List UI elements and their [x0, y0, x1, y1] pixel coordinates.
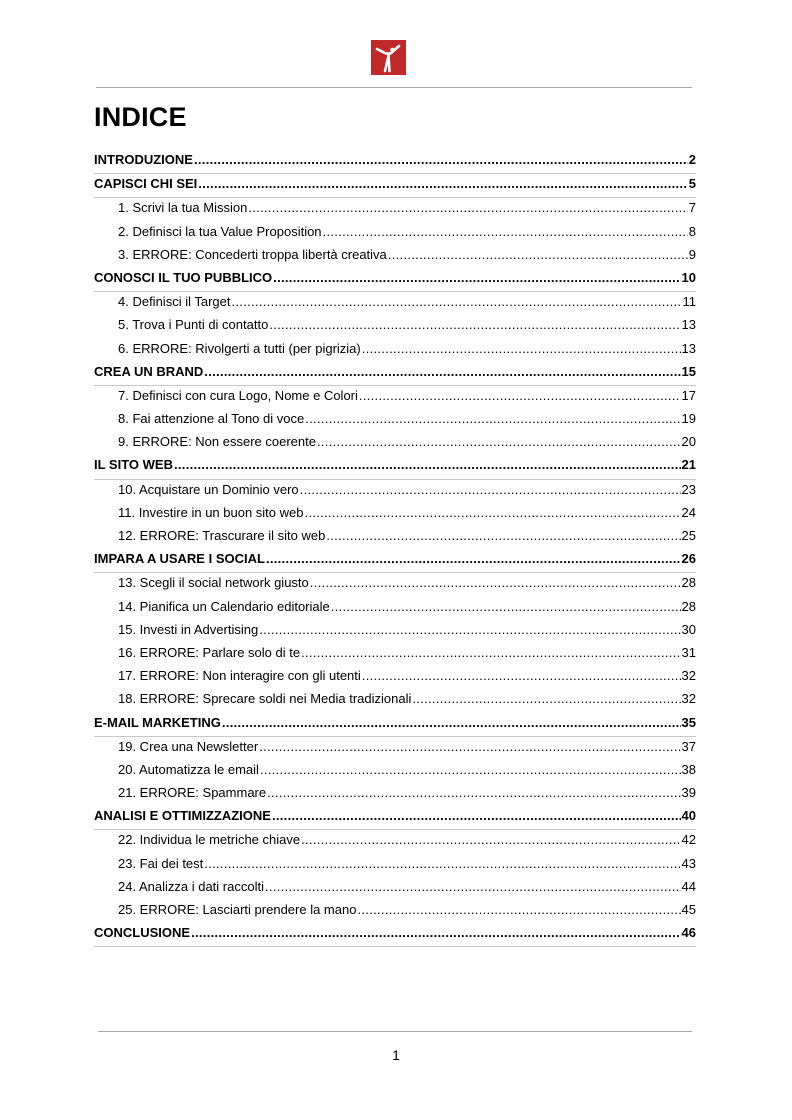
toc-dot-leader	[310, 573, 681, 593]
toc-chapter-entry[interactable]	[94, 923, 696, 947]
toc-section-entry[interactable]	[94, 573, 696, 596]
toc-entry-label: CONCLUSIONE	[94, 925, 191, 941]
toc-entry-label: 16. ERRORE: Parlare solo di te	[118, 644, 301, 660]
toc-entry-page-number: 2	[688, 152, 696, 167]
toc-entry-page-number: 26	[681, 551, 696, 567]
toc-entry-page-number: 28	[681, 575, 696, 591]
toc-dot-leader	[191, 923, 680, 943]
toc-chapter-entry[interactable]	[94, 806, 696, 830]
toc-entry-label: IL SITO WEB	[94, 457, 173, 473]
toc-entry-label: 2. Definisci la tua Value Proposition	[118, 223, 322, 239]
toc-section-entry[interactable]	[94, 339, 696, 362]
toc-section-entry[interactable]	[94, 292, 696, 315]
toc-entry-label: 10. Acquistare un Dominio vero	[118, 481, 299, 497]
toc-entry-label: CREA UN BRAND	[94, 363, 204, 379]
toc-entry-page-number: 32	[681, 691, 696, 707]
toc-entry-page-number: 30	[681, 621, 696, 637]
toc-section-entry[interactable]	[94, 409, 696, 432]
toc-entry-page-number: 38	[681, 761, 696, 777]
toc-entry-page-number: 43	[681, 855, 696, 871]
toc-section-entry[interactable]	[94, 503, 696, 526]
toc-section-entry[interactable]	[94, 480, 696, 503]
toc-entry-page-number: 42	[681, 832, 696, 848]
toc-entry-page-number: 5	[688, 176, 696, 192]
toc-entry-label: 4. Definisci il Target	[118, 294, 231, 310]
toc-dot-leader	[301, 830, 680, 850]
toc-entry-page-number: 24	[681, 504, 696, 520]
toc-entry-label: INTRODUZIONE	[94, 152, 193, 167]
toc-dot-leader	[301, 643, 680, 663]
toc-dot-leader	[260, 760, 681, 780]
toc-chapter-entry[interactable]	[94, 549, 696, 573]
toc-entry-label: 20. Automatizza le email	[118, 761, 259, 777]
toc-dot-leader	[272, 806, 681, 826]
toc-entry-label: 15. Investi in Advertising	[118, 621, 259, 637]
toc-dot-leader	[204, 362, 680, 382]
toc-dot-leader	[362, 339, 681, 359]
toc-entry-label: 13. Scegli il social network giusto	[118, 575, 309, 591]
toc-entry-label: 8. Fai attenzione al Tono di voce	[118, 411, 305, 427]
toc-section-entry[interactable]	[94, 900, 696, 923]
toc-dot-leader	[248, 198, 687, 218]
toc-entry-page-number: 44	[681, 878, 696, 894]
toc-dot-leader	[362, 666, 681, 686]
toc-entry-label: E-MAIL MARKETING	[94, 714, 221, 730]
toc-dot-leader	[359, 386, 681, 406]
toc-entry-page-number: 40	[681, 808, 696, 824]
toc-section-entry[interactable]	[94, 830, 696, 853]
page-title: INDICE	[94, 102, 187, 132]
toc-entry-label: 23. Fai dei test	[118, 855, 204, 871]
toc-dot-leader	[231, 292, 681, 312]
person-arms-raised-icon	[371, 40, 406, 75]
toc-dot-leader	[174, 455, 681, 475]
toc-section-entry[interactable]	[94, 432, 696, 455]
toc-entry-page-number: 8	[688, 223, 696, 239]
page-number: 1	[392, 1047, 400, 1063]
toc-entry-page-number: 15	[681, 363, 696, 379]
toc-section-entry[interactable]	[94, 666, 696, 689]
toc-section-entry[interactable]	[94, 245, 696, 268]
toc-entry-page-number: 28	[681, 598, 696, 614]
toc-dot-leader	[305, 409, 680, 429]
toc-section-entry[interactable]	[94, 386, 696, 409]
toc-section-entry[interactable]	[94, 315, 696, 338]
toc-chapter-entry[interactable]	[94, 150, 696, 174]
toc-section-entry[interactable]	[94, 877, 696, 900]
toc-entry-page-number: 21	[681, 457, 696, 473]
toc-entry-label: 9. ERRORE: Non essere coerente	[118, 434, 316, 450]
toc-entry-label: 19. Crea una Newsletter	[118, 738, 259, 754]
toc-chapter-entry[interactable]	[94, 268, 696, 292]
toc-dot-leader	[222, 713, 681, 733]
toc-entry-page-number: 23	[681, 481, 696, 497]
toc-dot-leader	[266, 549, 681, 569]
toc-entry-page-number: 46	[681, 925, 696, 941]
toc-entry-label: 21. ERRORE: Spammare	[118, 785, 267, 801]
toc-entry-page-number: 17	[681, 387, 696, 403]
toc-entry-label: ANALISI E OTTIMIZZAZIONE	[94, 808, 271, 824]
toc-section-entry[interactable]	[94, 643, 696, 666]
toc-dot-leader	[305, 503, 681, 523]
toc-chapter-entry[interactable]	[94, 713, 696, 737]
toc-dot-leader	[259, 620, 680, 640]
toc-entry-page-number: 19	[681, 411, 696, 427]
footer-divider	[98, 1031, 692, 1032]
toc-dot-leader	[265, 877, 681, 897]
toc-dot-leader	[198, 174, 687, 194]
toc-entry-page-number: 37	[681, 738, 696, 754]
toc-entry-page-number: 9	[688, 246, 696, 262]
toc-section-entry[interactable]	[94, 854, 696, 877]
toc-dot-leader	[357, 900, 680, 920]
toc-section-entry[interactable]	[94, 783, 696, 806]
toc-entry-page-number: 35	[681, 714, 696, 730]
toc-entry-label: 6. ERRORE: Rivolgerti a tutti (per pigrizia)	[118, 340, 361, 356]
toc-dot-leader	[388, 245, 688, 265]
toc-entry-page-number: 20	[681, 434, 696, 450]
logo	[371, 40, 406, 75]
toc-dot-leader	[331, 597, 681, 617]
toc-dot-leader	[204, 854, 680, 874]
toc-section-entry[interactable]	[94, 689, 696, 712]
toc-entry-label: 7. Definisci con cura Logo, Nome e Colori	[118, 387, 358, 403]
toc-section-entry[interactable]	[94, 620, 696, 643]
toc-dot-leader	[300, 480, 681, 500]
toc-section-entry[interactable]	[94, 198, 696, 221]
toc-section-entry[interactable]	[94, 526, 696, 549]
toc-entry-page-number: 32	[681, 668, 696, 684]
toc-chapter-entry[interactable]	[94, 455, 696, 479]
toc-dot-leader	[326, 526, 680, 546]
toc-dot-leader	[317, 432, 681, 452]
toc-dot-leader	[269, 315, 680, 335]
toc-entry-label: 24. Analizza i dati raccolti	[118, 878, 264, 894]
toc-section-entry[interactable]	[94, 222, 696, 245]
toc-section-entry[interactable]	[94, 737, 696, 760]
toc-entry-page-number: 13	[681, 317, 696, 333]
toc-dot-leader	[267, 783, 680, 803]
toc-entry-page-number: 10	[681, 269, 696, 285]
toc-entry-label: 25. ERRORE: Lasciarti prendere la mano	[118, 902, 357, 917]
toc-dot-leader	[412, 689, 680, 709]
toc-dot-leader	[259, 737, 680, 757]
toc-entry-label: 17. ERRORE: Non interagire con gli utenti	[118, 668, 361, 684]
toc-entry-page-number: 31	[681, 644, 696, 660]
toc-entry-page-number: 11	[682, 294, 696, 310]
toc-chapter-entry[interactable]	[94, 174, 696, 198]
toc-entry-page-number: 39	[681, 785, 696, 801]
toc-entry-label: 18. ERRORE: Sprecare soldi nei Media tradizionali	[118, 691, 412, 707]
toc-dot-leader	[323, 222, 688, 242]
toc-entry-label: IMPARA A USARE I SOCIAL	[94, 551, 265, 567]
toc-entry-page-number: 7	[688, 200, 696, 216]
toc-entry-label: 22. Individua le metriche chiave	[118, 832, 301, 848]
toc-entry-label: 3. ERRORE: Concederti troppa libertà creativa	[118, 246, 387, 262]
toc-entry-label: 12. ERRORE: Trascurare il sito web	[118, 528, 326, 543]
table-of-contents	[94, 150, 696, 947]
toc-entry-label: CONOSCI IL TUO PUBBLICO	[94, 269, 273, 285]
toc-dot-leader	[273, 268, 680, 288]
toc-dot-leader	[194, 150, 688, 170]
header-divider	[96, 87, 692, 88]
toc-entry-label: 14. Pianifica un Calendario editoriale	[118, 598, 330, 614]
toc-entry-page-number: 25	[681, 528, 696, 543]
toc-entry-page-number: 45	[681, 902, 696, 917]
toc-entry-label: 11. Investire in un buon sito web	[118, 504, 304, 520]
toc-chapter-entry[interactable]	[94, 362, 696, 386]
toc-entry-label: 1. Scrivi la tua Mission	[118, 200, 248, 216]
toc-entry-page-number: 13	[681, 340, 696, 356]
toc-section-entry[interactable]	[94, 760, 696, 783]
toc-entry-label: 5. Trova i Punti di contatto	[118, 317, 269, 333]
toc-entry-label: CAPISCI CHI SEI	[94, 176, 198, 192]
toc-section-entry[interactable]	[94, 597, 696, 620]
